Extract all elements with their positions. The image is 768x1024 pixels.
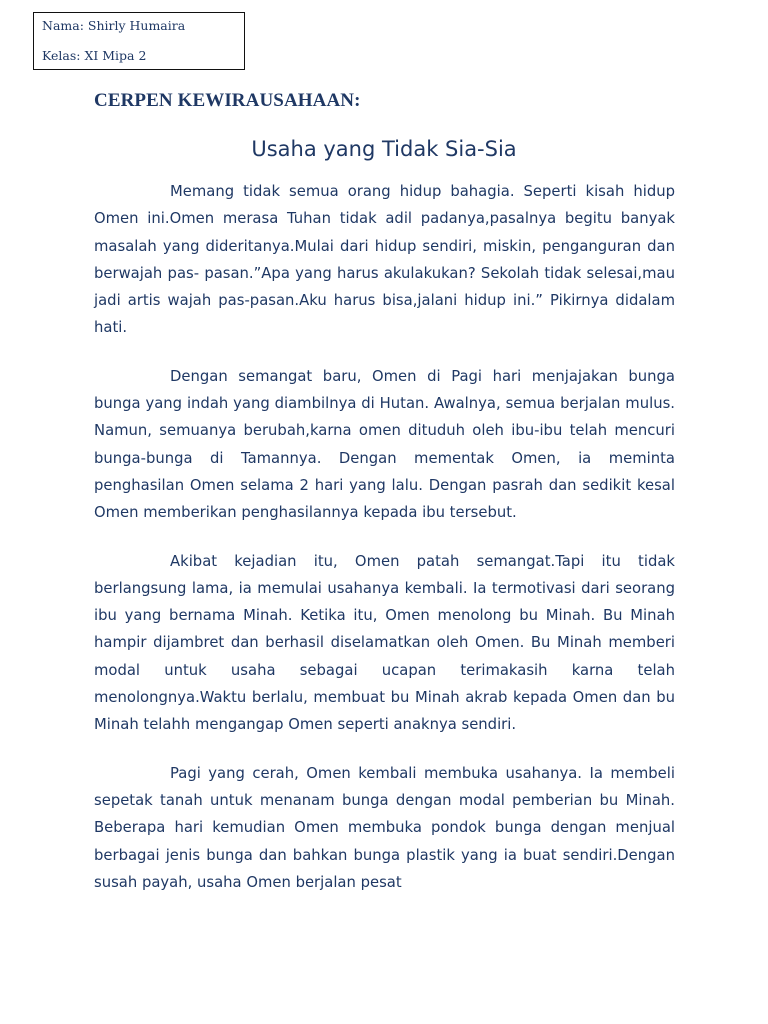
story-title: Usaha yang Tidak Sia-Sia <box>251 137 517 161</box>
story-paragraph-4: Pagi yang cerah, Omen kembali membuka usahanya. Ia membeli sepetak tanah untuk menanam bunga dengan modal pemberian bu Minah. Beberapa hari kemudian Omen membuka pondok bunga dengan menjual berbagai jenis bunga dan bahkan bunga plastik yang ia buat sendiri.Dengan susah payah, usaha Omen berjalan pesat <box>94 764 675 891</box>
student-info-box <box>33 12 245 70</box>
document-heading: CERPEN KEWIRAUSAHAAN: <box>94 90 361 111</box>
story-body <box>94 178 675 896</box>
student-name: Nama: Shirly Humaira <box>42 18 186 33</box>
story-paragraph-2: Dengan semangat baru, Omen di Pagi hari menjajakan bunga bunga yang indah yang diambilnya di Hutan. Awalnya, semua berjalan mulus. Namun, semuanya berubah,karna omen dituduh oleh ibu-ibu telah mencuri bunga-bunga di Tamannya. Dengan mementak Omen, ia meminta penghasilan Omen selama 2 hari yang lalu. Dengan pasrah dan sedikit kesal Omen memberikan penghasilannya kepada ibu tersebut. <box>94 367 675 522</box>
story-paragraph-1: Memang tidak semua orang hidup bahagia. Seperti kisah hidup Omen ini.Omen merasa Tuhan tidak adil padanya,pasalnya begitu banyak masalah yang dideritanya.Mulai dari hidup sendiri, miskin, penganguran dan berwajah pas- pasan.”Apa yang harus akulakukan? Sekolah tidak selesai,mau jadi artis wajah pas-pasan.Aku harus bisa,jalani hidup ini.” Pikirnya didalam hati. <box>94 183 675 337</box>
student-class: Kelas: XI Mipa 2 <box>42 48 147 63</box>
story-paragraph-3: Akibat kejadian itu, Omen patah semangat.Tapi itu tidak berlangsung lama, ia memulai usahanya kembali. Ia termotivasi dari seorang ibu yang bernama Minah. Ketika itu, Omen menolong bu Minah. Bu Minah hampir dijambret dan berhasil diselamatkan oleh Omen. Bu Minah memberi modal untuk usaha sebagai ucapan terimakasih karna telah menolongnya.Waktu berlalu, membuat bu Minah akrab kepada Omen dan bu Minah telahh mengangap Omen seperti anaknya sendiri. <box>94 552 675 734</box>
